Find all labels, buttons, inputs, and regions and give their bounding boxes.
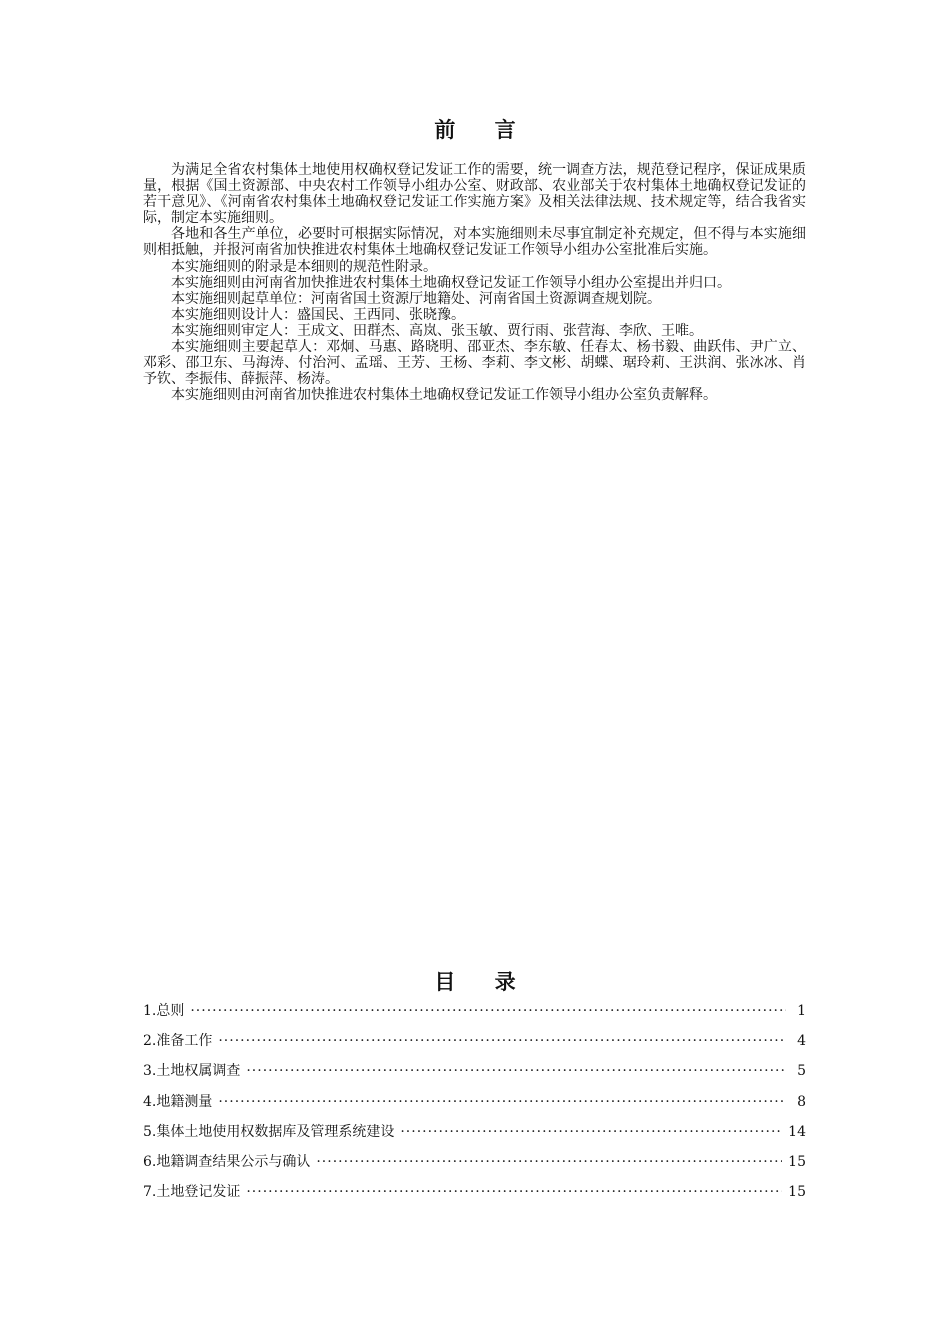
- toc-leader-dots: [218, 1091, 786, 1113]
- toc-leader-dots: [246, 1060, 786, 1082]
- toc-entry[interactable]: [143, 1060, 806, 1090]
- toc-entry[interactable]: [143, 1000, 806, 1030]
- toc-entry-label: 4.地籍测量: [143, 1093, 213, 1110]
- toc-leader-dots: [400, 1121, 782, 1143]
- toc-entry-page: 14: [788, 1123, 806, 1140]
- toc-entry[interactable]: [143, 1121, 806, 1151]
- toc-leader-dots: [218, 1030, 786, 1052]
- toc-entry[interactable]: [143, 1181, 806, 1211]
- preface-title: 前 言: [434, 118, 532, 142]
- preface-paragraph: 本实施细则审定人：王成文、田群杰、高岚、张玉敏、贾行雨、张营海、李欣、王唯。: [171, 322, 703, 339]
- toc-entry[interactable]: [143, 1030, 806, 1060]
- preface-paragraph: 为满足全省农村集体土地使用权确权登记发证工作的需要，统一调查方法，规范登记程序，保证成果质量，根据《国土资源部、中央农村工作领导小组办公室、财政部、农业部关于农村集体土地确权登记发证的若干意见》、《河南省农村集体土地确权登记发证工作实施方案》及相关法律法规、技术规定等，结合我省实际，制定本实施细则。: [143, 162, 806, 227]
- preface-paragraph: 各地和各生产单位，必要时可根据实际情况，对本实施细则未尽事宜制定补充规定，但不得与本实施细则相抵触，并报河南省加快推进农村集体土地确权登记发证工作领导小组办公室批准后实施。: [143, 226, 806, 259]
- toc-entry-label: 7.土地登记发证: [143, 1184, 241, 1201]
- table-of-contents: [143, 1000, 806, 1211]
- toc-entry[interactable]: [143, 1151, 806, 1181]
- toc-entry-page: 5: [797, 1063, 806, 1080]
- preface-paragraph: 本实施细则主要起草人：邓炯、马惠、路晓明、邵亚杰、李东敏、任春太、杨书毅、曲跃伟、尹广立、邓彩、邵卫东、马海涛、付治河、孟瑶、王芳、王杨、李莉、李文彬、胡蝶、琚玲莉、王洪润、张冰冰、肖予钦、李振伟、薛振萍、杨涛。: [143, 339, 806, 388]
- preface-paragraph: 本实施细则由河南省加快推进农村集体土地确权登记发证工作领导小组办公室负责解释。: [171, 387, 717, 404]
- toc-entry-page: 4: [797, 1033, 806, 1050]
- preface-paragraph: 本实施细则的附录是本细则的规范性附录。: [171, 258, 437, 275]
- toc-entry-page: 8: [797, 1093, 806, 1110]
- preface-paragraph: 本实施细则设计人：盛国民、王西同、张晓豫。: [171, 306, 465, 323]
- toc-entry-page: 1: [797, 1003, 806, 1019]
- toc-entry-label: 2.准备工作: [143, 1033, 213, 1050]
- toc-entry-page: 15: [788, 1153, 806, 1170]
- toc-title: 目 录: [434, 970, 532, 994]
- preface-body: [143, 162, 806, 403]
- toc-leader-dots: [316, 1151, 782, 1173]
- toc-leader-dots: [190, 1000, 786, 1022]
- preface-paragraph: 本实施细则起草单位：河南省国土资源厅地籍处、河南省国土资源调查规划院。: [171, 290, 661, 307]
- toc-entry-label: 6.地籍调查结果公示与确认: [143, 1153, 311, 1170]
- preface-paragraph: 本实施细则由河南省加快推进农村集体土地确权登记发证工作领导小组办公室提出并归口。: [171, 274, 731, 291]
- toc-entry-label: 5.集体土地使用权数据库及管理系统建设: [143, 1123, 395, 1140]
- toc-entry-label: 3.土地权属调查: [143, 1063, 241, 1080]
- toc-entry-page: 15: [788, 1184, 806, 1201]
- toc-leader-dots: [246, 1181, 782, 1203]
- toc-entry-label: 1.总则: [143, 1003, 185, 1019]
- toc-entry[interactable]: [143, 1091, 806, 1121]
